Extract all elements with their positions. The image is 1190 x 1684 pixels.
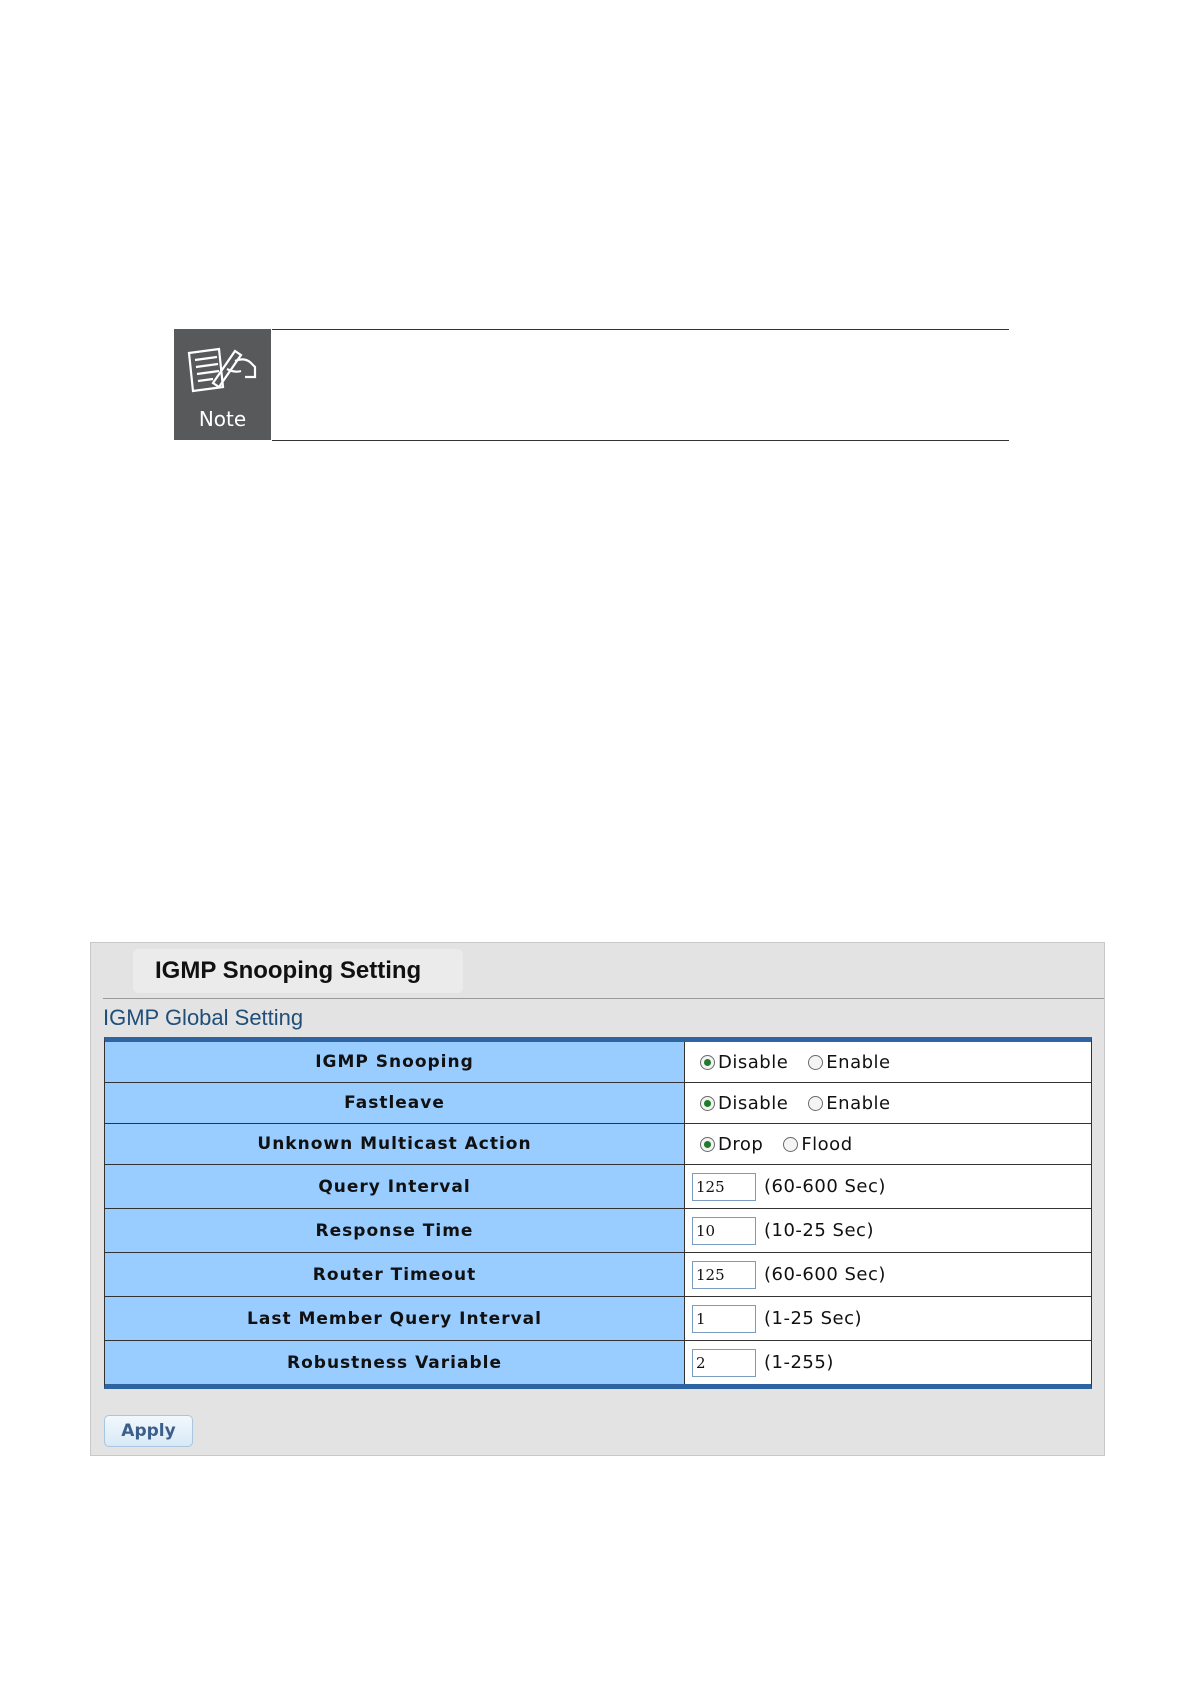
range-hint: (60-600 Sec) bbox=[764, 1264, 886, 1285]
table-row bbox=[105, 1083, 1091, 1124]
radio-label: Enable bbox=[826, 1092, 891, 1114]
radio-label: Enable bbox=[826, 1051, 891, 1073]
row-label: Fastleave bbox=[105, 1083, 685, 1123]
row-label: IGMP Snooping bbox=[105, 1042, 685, 1082]
table-row bbox=[105, 1341, 1091, 1384]
row-label: Unknown Multicast Action bbox=[105, 1124, 685, 1164]
note-icon-block bbox=[174, 329, 271, 440]
row-label: Robustness Variable bbox=[105, 1341, 685, 1384]
multicast-flood-radio[interactable] bbox=[783, 1137, 798, 1152]
query-interval-input[interactable] bbox=[692, 1173, 756, 1201]
page-title: IGMP Snooping Setting bbox=[155, 957, 422, 984]
unknown-multicast-radio-group bbox=[685, 1124, 1091, 1164]
response-time-input[interactable] bbox=[692, 1217, 756, 1245]
router-timeout-input[interactable] bbox=[692, 1261, 756, 1289]
range-hint: (60-600 Sec) bbox=[764, 1176, 886, 1197]
igmp-snooping-enable-radio[interactable] bbox=[808, 1055, 823, 1070]
range-hint: (10-25 Sec) bbox=[764, 1220, 874, 1241]
table-row bbox=[105, 1253, 1091, 1297]
section-heading: IGMP Global Setting bbox=[103, 1005, 304, 1030]
igmp-snooping-panel bbox=[90, 942, 1105, 1456]
note-top-rule bbox=[272, 329, 1009, 330]
range-hint: (1-25 Sec) bbox=[764, 1308, 863, 1329]
igmp-snooping-disable-radio[interactable] bbox=[700, 1055, 715, 1070]
note-bottom-rule bbox=[272, 440, 1009, 441]
row-label: Response Time bbox=[105, 1209, 685, 1252]
row-label: Router Timeout bbox=[105, 1253, 685, 1296]
robustness-variable-input[interactable] bbox=[692, 1349, 756, 1377]
note-label: Note bbox=[198, 407, 247, 431]
radio-label: Drop bbox=[718, 1133, 764, 1155]
last-member-query-interval-input[interactable] bbox=[692, 1305, 756, 1333]
multicast-drop-radio[interactable] bbox=[700, 1137, 715, 1152]
table-row bbox=[105, 1297, 1091, 1341]
row-label: Last Member Query Interval bbox=[105, 1297, 685, 1340]
igmp-global-setting-table bbox=[104, 1037, 1092, 1389]
table-row bbox=[105, 1042, 1091, 1083]
apply-button[interactable]: Apply bbox=[104, 1415, 193, 1447]
table-row bbox=[105, 1209, 1091, 1253]
fastleave-disable-radio[interactable] bbox=[700, 1096, 715, 1111]
radio-label: Disable bbox=[718, 1092, 789, 1114]
row-label: Query Interval bbox=[105, 1165, 685, 1208]
note-pencil-icon bbox=[183, 343, 263, 403]
igmp-snooping-radio-group bbox=[685, 1042, 1091, 1082]
radio-label: Disable bbox=[718, 1051, 789, 1073]
table-row bbox=[105, 1124, 1091, 1165]
range-hint: (1-255) bbox=[764, 1352, 834, 1373]
fastleave-enable-radio[interactable] bbox=[808, 1096, 823, 1111]
table-row bbox=[105, 1165, 1091, 1209]
title-divider bbox=[103, 998, 1104, 999]
fastleave-radio-group bbox=[685, 1083, 1091, 1123]
radio-label: Flood bbox=[801, 1133, 853, 1155]
